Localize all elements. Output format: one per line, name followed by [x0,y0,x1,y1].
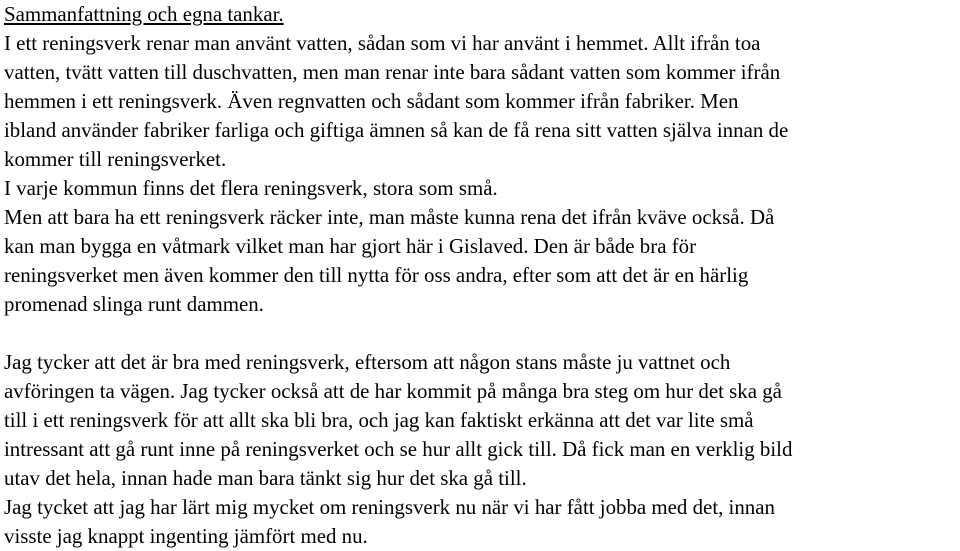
heading: Sammanfattning och egna tankar. [4,2,284,26]
paragraph-wetland [4,203,958,319]
paragraph-conclusion [4,493,958,551]
text-line: kommer till reningsverket. [4,147,227,171]
text-line: Jag tycket att jag har lärt mig mycket om reningsverk nu när vi har fått jobba med det, innan [4,495,775,519]
text-line: vatten, tvätt vatten till duschvatten, men man renar inte bara sådant vatten som kommer ifrån [4,60,781,84]
paragraph-opinion [4,348,958,493]
paragraph-municipality [4,174,958,203]
paragraph-spacer [4,319,958,348]
text-line: hemmen i ett reningsverk. Även regnvatten och sådant som kommer ifrån fabriker. Men [4,89,739,113]
text-line: visste jag knappt ingenting jämfört med nu. [4,524,368,548]
paragraph-intro [4,29,958,174]
text-line: till i ett reningsverk för att allt ska bli bra, och jag kan faktiskt erkänna att det var lite små [4,408,754,432]
text-line: Jag tycker att det är bra med reningsverk, eftersom att någon stans måste ju vattnet och [4,350,731,374]
document [4,0,958,551]
text-line: kan man bygga en våtmark vilket man har gjort här i Gislaved. Den är både bra för [4,234,697,258]
text-line: promenad slinga runt dammen. [4,292,264,316]
text-line: I ett reningsverk renar man använt vatten, sådan som vi har använt i hemmet. Allt ifrån toa [4,31,761,55]
text-line: I varje kommun finns det flera reningsverk, stora som små. [4,176,498,200]
text-line: utav det hela, innan hade man bara tänkt sig hur det ska gå till. [4,466,527,490]
text-line: reningsverket men även kommer den till nytta för oss andra, efter som att det är en härlig [4,263,749,287]
text-line: ibland använder fabriker farliga och giftiga ämnen så kan de få rena sitt vatten själva innan de [4,118,789,142]
text-line: Men att bara ha ett reningsverk räcker inte, man måste kunna rena det ifrån kväve också. Då [4,205,775,229]
text-line: intressant att gå runt inne på reningsverket och se hur allt gick till. Då fick man en verklig bild [4,437,793,461]
text-line: avföringen ta vägen. Jag tycker också att de har kommit på många bra steg om hur det ska gå [4,379,782,403]
